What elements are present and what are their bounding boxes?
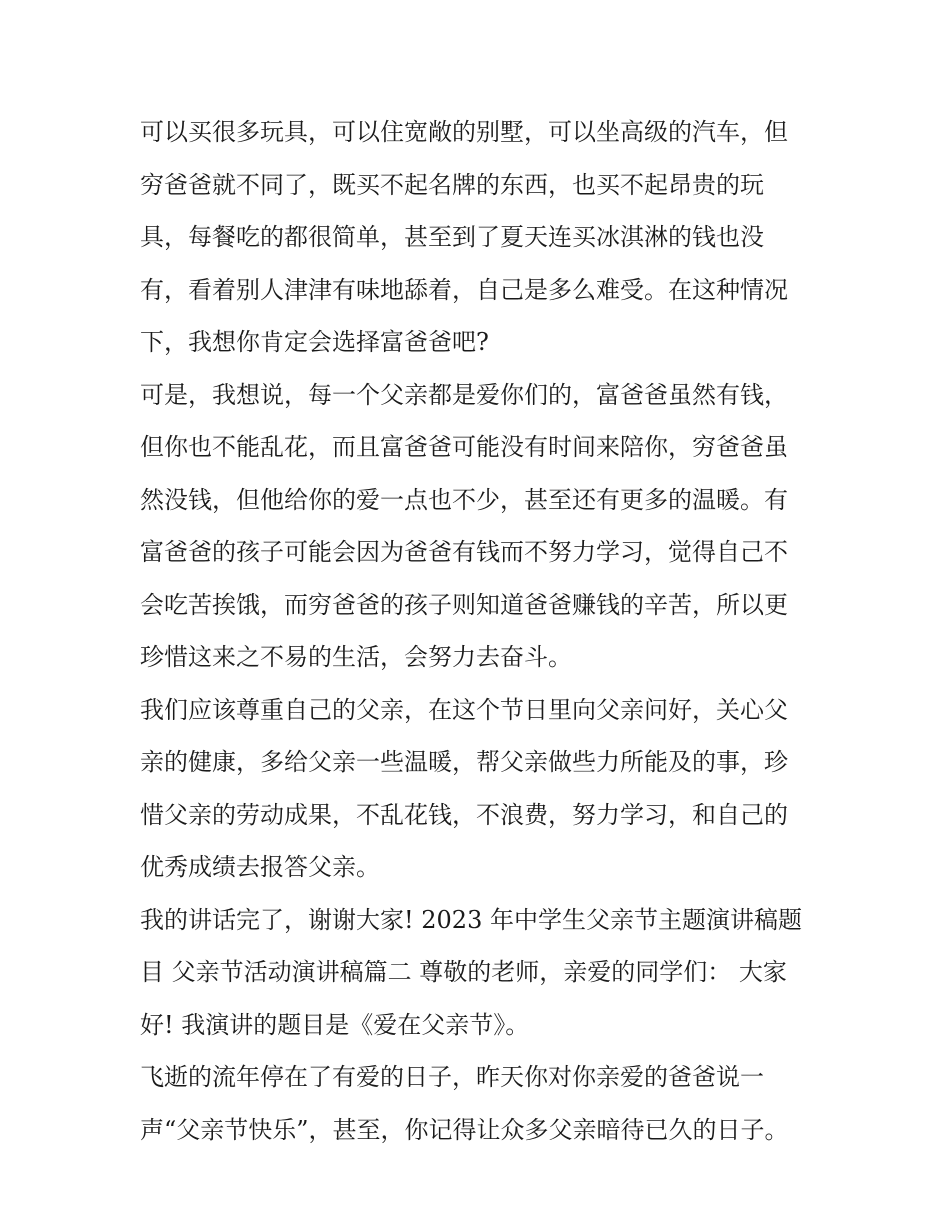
text-line: 声“父亲节快乐”，甚至，你记得让众多父亲暗待已久的日子。 (140, 1115, 789, 1144)
text-line: 我的讲话完了，谢谢大家! 2023 年中学生父亲节主题演讲稿题 (140, 905, 802, 934)
text-line: 富爸爸的孩子可能会因为爸爸有钱而不努力学习，觉得自己不 (140, 538, 788, 566)
text-line: 我们应该尊重自己的父亲，在这个节日里向父亲问好，关心父 (140, 695, 788, 724)
text-line: 目 父亲节活动演讲稿篇二 尊敬的老师，亲爱的同学们： 大家 (140, 958, 787, 986)
text-line: 会吃苦挨饿，而穷爸爸的孩子则知道爸爸赚钱的辛苦，所以更 (140, 590, 788, 619)
paragraph-speech-end-and-second-speech (140, 894, 820, 1052)
text-line: 可是，我想说，每一个父亲都是爱你们的，富爸爸虽然有钱， (140, 380, 788, 409)
text-line: 珍惜这来之不易的生活，会努力去奋斗。 (140, 643, 572, 671)
text-line: 有，看着别人津津有味地舔着，自己是多么难受。在这种情况 (140, 275, 788, 304)
text-line: 可以买很多玩具，可以住宽敞的别墅，可以坐高级的汽车，但 (140, 118, 788, 146)
paragraph-every-father-loves (140, 369, 820, 684)
text-line: 亲的健康，多给父亲一些温暖，帮父亲做些力所能及的事，珍 (140, 748, 788, 776)
document-body (140, 106, 820, 1156)
paragraph-respect-father (140, 684, 820, 894)
text-line: 具，每餐吃的都很简单，甚至到了夏天连买冰淇淋的钱也没 (140, 223, 764, 251)
text-line: 但你也不能乱花，而且富爸爸可能没有时间来陪你，穷爸爸虽 (140, 433, 788, 461)
text-line: 然没钱，但他给你的爱一点也不少，甚至还有更多的温暖。有 (140, 485, 788, 514)
text-line: 优秀成绩去报答父亲。 (140, 853, 380, 881)
paragraph-fleeting-years (140, 1051, 820, 1156)
paragraph-rich-vs-poor-dad (140, 106, 820, 369)
text-line: 惜父亲的劳动成果，不乱花钱，不浪费，努力学习，和自己的 (140, 800, 788, 829)
text-line: 下，我想你肯定会选择富爸爸吧? (140, 328, 489, 356)
text-line: 穷爸爸就不同了，既买不起名牌的东西，也买不起昂贵的玩 (140, 170, 764, 199)
text-line: 好! 我演讲的题目是《爱在父亲节》。 (140, 1010, 530, 1039)
text-line: 飞逝的流年停在了有爱的日子，昨天你对你亲爱的爸爸说一 (140, 1063, 764, 1091)
